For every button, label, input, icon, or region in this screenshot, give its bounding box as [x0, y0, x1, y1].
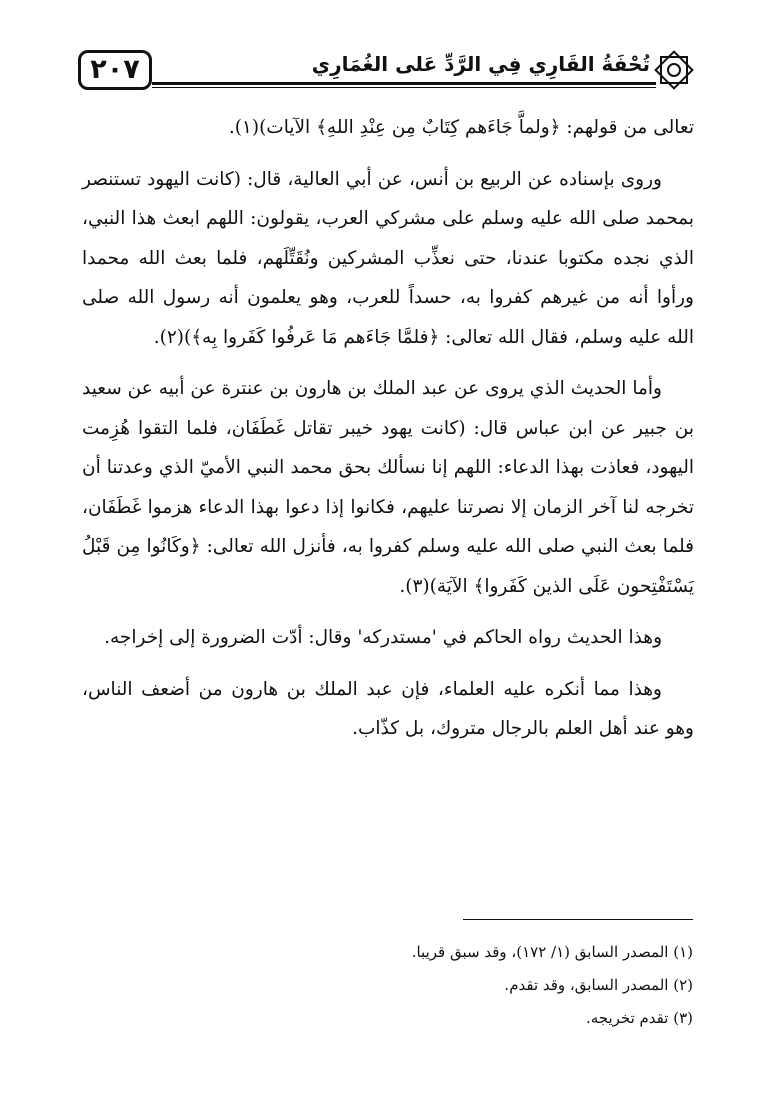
- footnote: (٢) المصدر السابق، وقد تقدم.: [504, 976, 693, 994]
- octagram-star-icon: [652, 48, 696, 92]
- footnote: (١) المصدر السابق (١/ ١٧٢)، وقد سبق قريبا.: [411, 943, 693, 961]
- book-title: تُحْفَةُ القَارِي فِي الرَّدِّ عَلى الغُمَارِي: [311, 52, 650, 76]
- paragraph: وأما الحديث الذي يروى عن عبد الملك بن هارون بن عنترة عن أبيه عن سعيد بن جبير عن ابن عباس قال: (كانت يهود خيبر تقاتل غَطَفَان، فلما التقوا هُزِمت اليهود، فعاذت بهذا الدعاء: اللهم إنا نسألك بحق محمد النبي الأميّ الذي وعدتنا أن تخرجه لنا آخر الزمان إلا نصرتنا عليهم، فكانوا إذا دعوا بهذا الدعاء هزموا غَطَفَان، فلما بعث النبي صلى الله عليه وسلم كفروا به، فأنزل الله تعالى: ﴿وكَانُوا مِن قَبْلُ يَسْتَفْتِحون عَلَى الذين كَفَروا﴾ الآيَة)(٣).: [82, 378, 694, 597]
- page-number: ٢٠٧: [78, 50, 152, 90]
- paragraph: وهذا الحديث رواه الحاكم في 'مستدركه' وقال: أدّت الضرورة إلى إخراجه.: [104, 627, 662, 648]
- header-rule: [152, 82, 656, 85]
- main-text: [82, 108, 694, 761]
- footnote: (٣) تقدم تخريجه.: [585, 1009, 693, 1027]
- footnote-separator: [463, 919, 693, 920]
- page-header: [78, 42, 696, 100]
- paragraph: تعالى من قولهم: ﴿ولماَّ جَاءَهم كِتَابٌ مِن عِنْدِ اللهِ﴾ الآيات)(١).: [228, 117, 694, 138]
- footnotes: [93, 936, 693, 1035]
- paragraph: وهذا مما أنكره عليه العلماء، فإن عبد الملك بن هارون من أضعف الناس، وهو عند أهل العلم بالرجال متروك، بل كذّاب.: [82, 678, 694, 739]
- paragraph: وروى بإسناده عن الربيع بن أنس، عن أبي العالية، قال: (كانت اليهود تستنصر بمحمد صلى الله عليه وسلم على مشركي العرب، يقولون: اللهم ابعث هذا النبي، الذي نجده مكتوبا عندنا، حتى نعذِّب المشركين ونُقَتِّلَهم، فلما بعث الله محمدا ورأوا أنه من غيرهم كفروا به، حسداً للعرب، وهو يعلمون أنه رسول الله صلى الله عليه وسلم، فقال الله تعالى: ﴿فلمَّا جَاءَهم مَا عَرفُوا كَفَروا بِه﴾)(٢).: [82, 168, 694, 348]
- header-rule-thin: [152, 87, 656, 88]
